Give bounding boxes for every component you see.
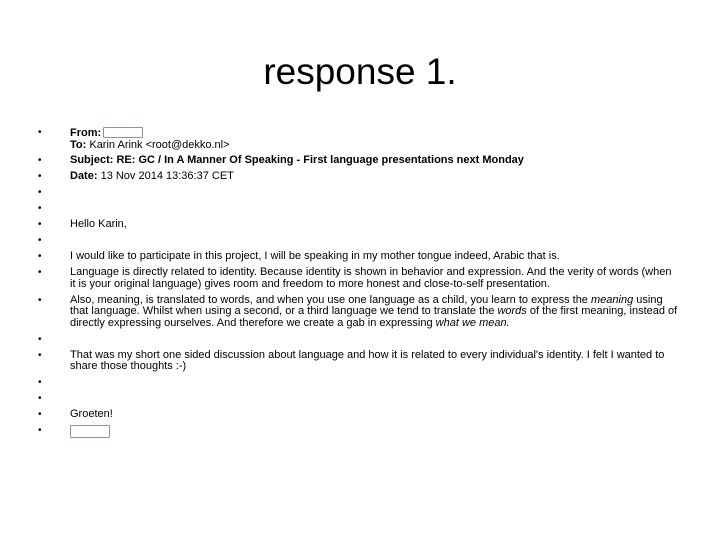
bullet: • xyxy=(38,267,42,279)
to-label: To: xyxy=(70,138,87,151)
bullet: • xyxy=(38,203,42,215)
paragraph-3-emphasis-what-we-mean: what we mean. xyxy=(435,316,510,329)
paragraph-3-emphasis-words: words xyxy=(497,305,527,318)
paragraph-3 xyxy=(38,295,678,330)
email-bullet-list xyxy=(38,127,678,444)
greeting-item xyxy=(38,219,678,231)
paragraph-2 xyxy=(38,267,678,290)
paragraph-1 xyxy=(38,251,678,263)
bullet: • xyxy=(38,294,42,306)
bullet: • xyxy=(38,425,42,437)
bullet: • xyxy=(38,187,42,199)
paragraph-3-text-e: of the first meaning, instead of directly expressing ourselves. And therefore we create a gab in expressing xyxy=(70,305,678,329)
date-value: 13 Nov 2014 13:36:37 CET xyxy=(97,170,234,183)
bullet: • xyxy=(38,349,42,361)
subject-item xyxy=(38,155,678,167)
redacted-signature-box xyxy=(70,425,110,438)
slide-title: response 1. xyxy=(263,51,457,92)
date-label: Date: xyxy=(70,170,98,183)
bullet: • xyxy=(38,127,42,138)
empty-item xyxy=(38,334,678,346)
signature-item xyxy=(38,425,678,440)
empty-item xyxy=(38,235,678,247)
subject-line: Subject: RE: GC / In A Manner Of Speaking - First language presentations next Monday xyxy=(70,154,524,167)
bullet: • xyxy=(38,333,42,345)
signoff-item xyxy=(38,409,678,421)
bullet: • xyxy=(38,171,42,183)
empty-item xyxy=(38,187,678,199)
redacted-sender-box xyxy=(103,127,143,138)
paragraph-4-text: That was my short one sided discussion about language and how it is related to every individual's identity. I felt I wanted to share those thoughts :-) xyxy=(70,348,665,373)
paragraph-3-text-a: Also, meaning, is translated to words, and when you use one language as a child, you learn to express the xyxy=(70,293,591,306)
empty-item xyxy=(38,393,678,405)
greeting: Hello Karin, xyxy=(70,218,127,231)
bullet: • xyxy=(38,251,42,263)
bullet: • xyxy=(38,377,42,389)
empty-item xyxy=(38,377,678,389)
bullet: • xyxy=(38,393,42,405)
empty-item xyxy=(38,203,678,215)
to-value: Karin Arink <root@dekko.nl> xyxy=(86,138,230,151)
paragraph-4 xyxy=(38,350,678,373)
from-label: From: xyxy=(70,127,102,139)
paragraph-3-text-c: using that language. Whilst when using a second, or a third language we tend to translate the xyxy=(70,293,663,318)
bullet: • xyxy=(38,235,42,247)
date-item xyxy=(38,171,678,183)
paragraph-3-emphasis-meaning: meaning xyxy=(591,293,634,306)
signoff: Groeten! xyxy=(70,408,113,421)
from-to-item xyxy=(38,127,678,151)
paragraph-2-text: Language is directly related to identity. Because identity is shown in behavior and expression. And the verity of words (when it is your original language) gives room and freedom to more honest and close-to-self presentation. xyxy=(70,266,672,290)
paragraph-1-text: I would like to participate in this project, I will be speaking in my mother tongue indeed, Arabic that is. xyxy=(70,250,560,263)
bullet: • xyxy=(38,409,42,421)
bullet: • xyxy=(38,155,42,167)
bullet: • xyxy=(38,219,42,231)
